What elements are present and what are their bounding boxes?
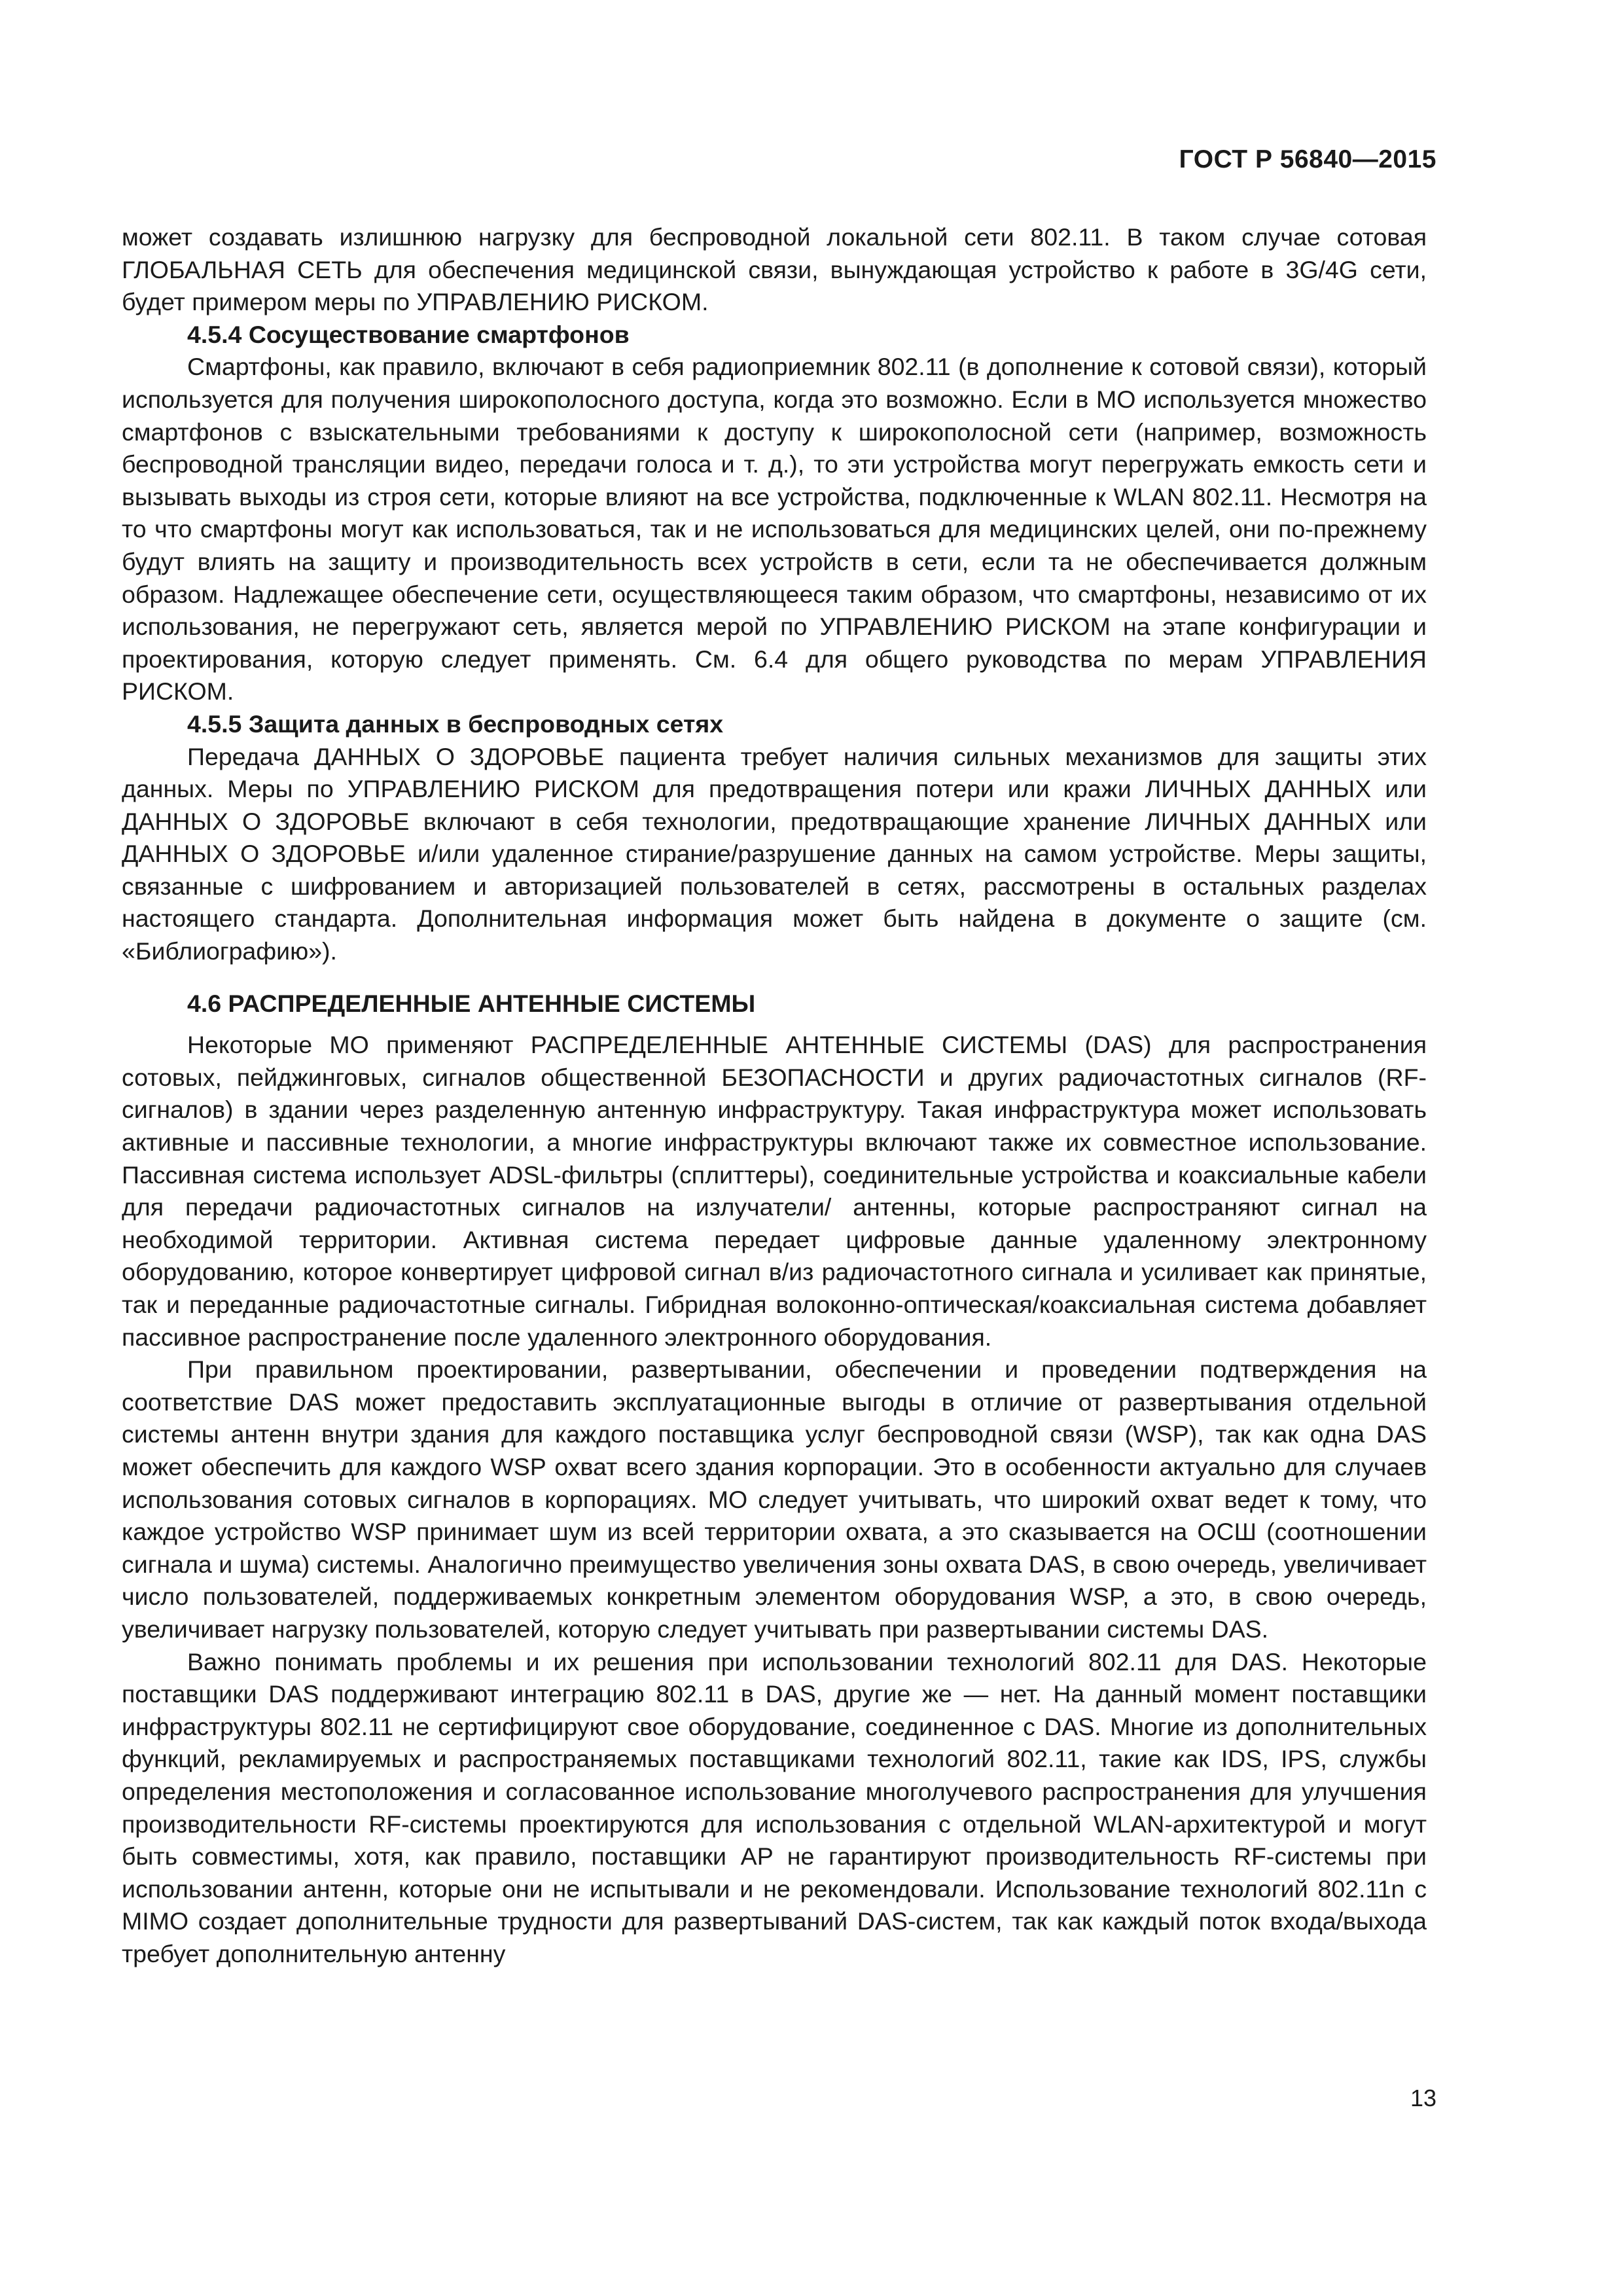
intro-continuation-paragraph: может создавать излишнюю нагрузку для беспроводной локальной сети 802.11. В таком случае сотовая ГЛОБАЛЬНАЯ СЕТЬ для обеспечения медицинской связи, вынуждающая устройство к работе в 3G/4G сети, будет примером меры по УПРАВЛЕНИЮ РИСКОМ. (122, 223, 1427, 316)
document-id-header: ГОСТ Р 56840—2015 (1179, 145, 1436, 173)
page-number: 13 (1410, 2085, 1436, 2111)
paragraph-4-5-5: Передача ДАННЫХ О ЗДОРОВЬЕ пациента требует наличия сильных механизмов для защиты этих данных. Меры по УПРАВЛЕНИЮ РИСКОМ для предотвращения потери или кражи ЛИЧНЫХ ДАННЫХ или ДАННЫХ О ЗДОРОВЬЕ включают в себя технологии, предотвращающие хранение ЛИЧНЫХ ДАННЫХ или ДАННЫХ О ЗДОРОВЬЕ и/или удаленное стирание/разрушение данных на самом устройстве. Меры защиты, связанные с шифрованием и авторизацией пользователей в сетях, рассмотрены в остальных разделах настоящего стандарта. Дополнительная информация может быть найдена в документе о защите (см. «Библиографию»). (122, 742, 1427, 965)
paragraph-4-6-3: Важно понимать проблемы и их решения при использовании технологий 802.11 для DAS. Некоторые поставщики DAS поддерживают интеграцию 802.11 в DAS, другие же — нет. На данный момент поставщики инфраструктуры 802.11 не сертифицируют свое оборудование, соединенное с DAS. Многие из дополнительных функций, рекламируемых и распространяемых поставщиками технологий 802.11, такие как IDS, IPS, службы определения местоположения и согласованное использование многолучевого распространения для улучшения производительности RF-системы проектируются для использования с отдельной WLAN-архитектурой и могут быть совместимы, хотя, как правило, поставщики AP не гарантируют производительность RF-системы при использовании антенн, которые они не испытывали и не рекомендовали. Использование технологий 802.11n с MIMO создает дополнительные трудности для развертываний DAS-систем, так как каждый поток входа/выхода требует дополнительную антенну (122, 1647, 1427, 1967)
heading-4-6: 4.6 РАСПРЕДЕЛЕННЫЕ АНТЕННЫЕ СИСТЕМЫ (187, 989, 756, 1017)
heading-4-5-4: 4.5.4 Сосуществование смартфонов (187, 320, 630, 348)
page-content (122, 221, 1427, 1970)
paragraph-4-6-2: При правильном проектировании, развертывании, обеспечении и проведении подтверждения на соответствие DAS может предоставить эксплуатационные выгоды в отличие от развертывания отдельной системы антенн внутри здания для каждого поставщика услуг беспроводной связи (WSP), так как одна DAS может обеспечить для каждого WSP охват всего здания корпорации. Это в особенности актуально для случаев использования сотовых сигналов в корпорациях. МО следует учитывать, что широкий охват ведет к тому, что каждое устройство WSP принимает шум из всей территории охвата, а это сказывается на ОСШ (соотношении сигнала и шума) системы. Аналогично преимущество увеличения зоны охвата DAS, в свою очередь, увеличивает число пользователей, поддерживаемых конкретным элементом оборудования WSP, а это, в свою очередь, увеличивает нагрузку пользователей, которую следует учитывать при развертывании системы DAS. (122, 1355, 1427, 1643)
heading-4-5-5: 4.5.5 Защита данных в беспроводных сетях (187, 709, 724, 738)
paragraph-4-6-1: Некоторые МО применяют РАСПРЕДЕЛЕННЫЕ АНТЕННЫЕ СИСТЕМЫ (DAS) для распространения сотовых, пейджинговых, сигналов общественной БЕЗОПАСНОСТИ и других радиочастотных сигналов (RF-сигналов) в здании через разделенную антенную инфраструктуру. Такая инфраструктура может использовать активные и пассивные технологии, а многие инфраструктуры включают также их совместное использование. Пассивная система использует ADSL-фильтры (сплиттеры), соединительные устройства и коаксиальные кабели для передачи радиочастотных сигналов на излучатели/ антенны, которые распространяют сигнал на необходимой территории. Активная система передает цифровые данные удаленному электронному оборудованию, которое конвертирует цифровой сигнал в/из радиочастотного сигнала и усиливает как принятые, так и переданные радиочастотные сигналы. Гибридная волоконно-оптическая/коаксиальная система добавляет пассивное распространение после удаленного электронного оборудования. (122, 1031, 1427, 1351)
paragraph-4-5-4: Смартфоны, как правило, включают в себя радиоприемник 802.11 (в дополнение к сотовой связи), который используется для получения широкополосного доступа, когда это возможно. Если в МО используется множество смартфонов с взыскательными требованиями к доступу к широкополосной сети (например, возможность беспроводной трансляции видео, передачи голоса и т. д.), то эти устройства могут перегружать емкость сети и вызывать выходы из строя сети, которые влияют на все устройства, подключенные к WLAN 802.11. Несмотря на то что смартфоны могут как использоваться, так и не использоваться для медицинских целей, они по-прежнему будут влиять на защиту и производительность всех устройств в сети, если та не обеспечивается должным образом. Надлежащее обеспечение сети, осуществляющееся таким образом, что смартфоны, независимо от их использования, не перегружают сеть, является мерой по УПРАВЛЕНИЮ РИСКОМ на этапе конфигурации и проектирования, которую следует применять. См. 6.4 для общего руководства по мерам УПРАВЛЕНИЯ РИСКОМ. (122, 353, 1427, 706)
